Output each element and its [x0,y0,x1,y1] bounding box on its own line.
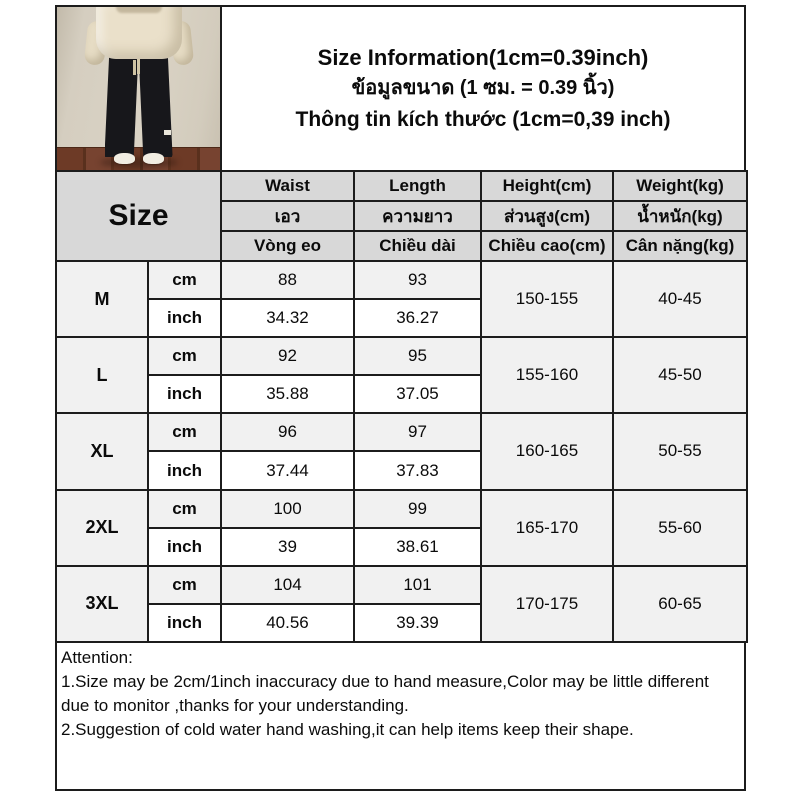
unit-cell-cm: cm [148,566,221,604]
unit-cell-inch: inch [148,604,221,642]
unit-cell-cm: cm [148,261,221,299]
size-row-xl-cm [56,413,747,451]
value-length-inch: 38.61 [354,528,481,566]
value-height: 160-165 [481,413,613,489]
col-header-height-th: ส่วนสูง(cm) [481,201,613,231]
model-shadow [100,157,178,168]
pants-drawstring [137,59,140,74]
value-length-cm: 101 [354,566,481,604]
model-figure [84,7,194,170]
value-length-cm: 93 [354,261,481,299]
size-table [55,170,748,643]
col-header-weight-th: น้ำหนัก(kg) [613,201,747,231]
size-row-2xl-cm [56,490,747,528]
value-height: 155-160 [481,337,613,413]
value-length-inch: 36.27 [354,299,481,337]
value-waist-cm: 96 [221,413,354,451]
value-waist-cm: 92 [221,337,354,375]
value-waist-cm: 104 [221,566,354,604]
value-waist-inch: 39 [221,528,354,566]
value-length-cm: 99 [354,490,481,528]
size-label-3xl: 3XL [56,566,148,642]
size-label-l: L [56,337,148,413]
value-length-cm: 95 [354,337,481,375]
value-weight: 50-55 [613,413,747,489]
pant-leg-tag [164,130,171,135]
value-weight: 40-45 [613,261,747,337]
size-label-xl: XL [56,413,148,489]
title-block [222,7,744,170]
title-line-vi: Thông tin kích thước (1cm=0,39 inch) [295,108,671,131]
col-header-height-en: Height(cm) [481,171,613,201]
size-label-2xl: 2XL [56,490,148,566]
cream-sweatshirt [96,7,182,59]
value-length-inch: 39.39 [354,604,481,642]
unit-cell-cm: cm [148,337,221,375]
top-row [55,5,746,170]
size-label-m: M [56,261,148,337]
size-chart-card [55,5,746,791]
title-line-en: Size Information(1cm=0.39inch) [317,45,649,70]
attention-heading: Attention: [61,648,133,667]
unit-cell-inch: inch [148,528,221,566]
value-waist-inch: 40.56 [221,604,354,642]
col-header-length-th: ความยาว [354,201,481,231]
header-row-en [56,171,747,201]
col-header-weight-vi: Cân nặng(kg) [613,231,747,261]
value-weight: 55-60 [613,490,747,566]
size-row-m-cm [56,261,747,299]
white-shoe-left [114,153,135,164]
value-waist-cm: 88 [221,261,354,299]
value-length-cm: 97 [354,413,481,451]
value-weight: 60-65 [613,566,747,642]
value-height: 165-170 [481,490,613,566]
attention-note-2: 2.Suggestion of cold water hand washing,it can help items keep their shape. [61,720,634,739]
value-waist-inch: 37.44 [221,451,354,489]
white-shoe-right [143,153,164,164]
unit-cell-cm: cm [148,490,221,528]
col-header-waist-th: เอว [221,201,354,231]
unit-cell-inch: inch [148,299,221,337]
value-height: 150-155 [481,261,613,337]
unit-cell-inch: inch [148,375,221,413]
attention-note-1: 1.Size may be 2cm/1inch inaccuracy due to hand measure,Color may be little different due to monitor ,thanks for your understanding. [61,672,709,715]
value-length-inch: 37.05 [354,375,481,413]
value-height: 170-175 [481,566,613,642]
size-row-3xl-cm [56,566,747,604]
size-header-cell: Size [56,171,221,261]
col-header-length-en: Length [354,171,481,201]
col-header-length-vi: Chiều dài [354,231,481,261]
value-length-inch: 37.83 [354,451,481,489]
sweatshirt-graphic [116,7,162,13]
product-photo [57,7,222,170]
col-header-weight-en: Weight(kg) [613,171,747,201]
attention-section [55,643,746,791]
col-header-height-vi: Chiều cao(cm) [481,231,613,261]
unit-cell-inch: inch [148,451,221,489]
size-row-l-cm [56,337,747,375]
col-header-waist-en: Waist [221,171,354,201]
value-waist-cm: 100 [221,490,354,528]
unit-cell-cm: cm [148,413,221,451]
col-header-waist-vi: Vòng eo [221,231,354,261]
value-weight: 45-50 [613,337,747,413]
value-waist-inch: 34.32 [221,299,354,337]
title-line-th: ข้อมูลขนาด (1 ซม. = 0.39 นิ้ว) [351,77,615,99]
value-waist-inch: 35.88 [221,375,354,413]
